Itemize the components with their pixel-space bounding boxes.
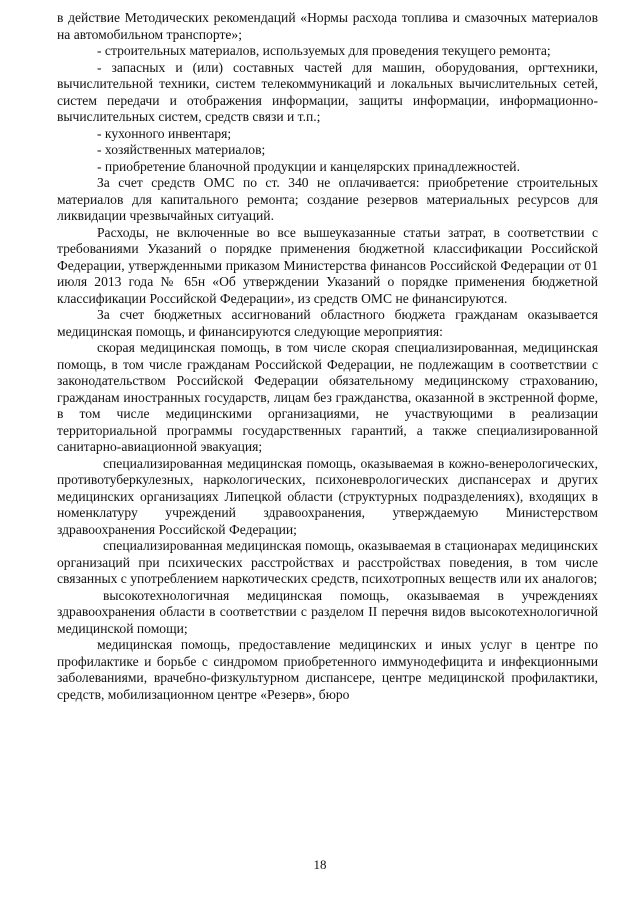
paragraph-10: скорая медицинская помощь, в том числе скорая специализированная, медицинская помощь, в том числе гражданам Российской Федерации, не подлежащим в соответствии с законодательством Российской Федерации обязательному медицинскому страхованию, гражданам иностранных государств, лицам без гражданства, оказанной в экстренной форме, в том числе медицинскими организациями, не участвующими в реализации территориальной программы государственных гарантий, а также специализированной санитарно-авиационной эвакуация;: [57, 340, 598, 454]
paragraph-5: - хозяйственных материалов;: [97, 142, 266, 157]
paragraph-3: - запасных и (или) составных частей для машин, оборудования, оргтехники, вычислительной техники, систем телекоммуникаций и локальных вычислительных сетей, систем передачи и отображения информации, защиты информации, информационно-вычислительных систем, средств связи и т.п.;: [57, 59, 598, 124]
paragraph-7: За счет средств ОМС по ст. 340 не оплачивается: приобретение строительных материалов для капитального ремонта; создание резервов материальных ресурсов для ликвидации чрезвычайных ситуаций.: [57, 175, 598, 223]
paragraph-2: - строительных материалов, используемых для проведения текущего ремонта;: [97, 43, 551, 58]
paragraph-11: специализированная медицинская помощь, оказываемая в кожно-венерологических, противотуберкулезных, наркологических, психоневрологических диспансерах и других медицинских организациях Липецкой области (структурных подразделениях), входящих в номенклатуру учреждений здравоохранения, утверждаемую Министерством здравоохранения Российской Федерации;: [57, 455, 598, 537]
paragraph-8: Расходы, не включенные во все вышеуказанные статьи затрат, в соответствии с требованиями Указаний о порядке применения бюджетной классификации Российской Федерации, утвержденными приказом Министерства финансов Российской Федерации от 01 июля 2013 года № 65н «Об утверждении Указаний о порядке применения бюджетной классификации Российской Федерации», из средств ОМС не финансируются.: [57, 224, 598, 306]
paragraph-9: За счет бюджетных ассигнований областного бюджета гражданам оказывается медицинская помощь, и финансируются следующие мероприятия:: [57, 307, 598, 339]
paragraph-4: - кухонного инвентаря;: [97, 125, 232, 141]
paragraph-14: медицинская помощь, предоставление медицинских и иных услуг в центре по профилактике и борьбе с синдромом приобретенного иммунодефицита и инфекционными заболеваниями, врачебно-физкультурном диспансере, центре медицинской профилактики, средств, мобилизационном центре «Резерв», бюро: [57, 637, 598, 702]
page-number: 18: [313, 857, 327, 872]
paragraph-12: специализированная медицинская помощь, оказываемая в стационарах медицинских организаций при психических расстройствах и расстройствах поведения, в том числе связанных с употреблением наркотических средств, психотропных веществ или их аналогов;: [57, 538, 598, 586]
paragraph-1: в действие Методических рекомендаций «Нормы расхода топлива и смазочных материалов на автомобильном транспорте»;: [57, 10, 598, 42]
document-body: [57, 10, 598, 703]
paragraph-6: - приобретение бланочной продукции и канцелярских принадлежностей.: [97, 158, 520, 174]
paragraph-13: высокотехнологичная медицинская помощь, оказываемая в учреждениях здравоохранения области в соответствии с разделом II перечня видов высокотехнологичной медицинской помощи;: [57, 587, 598, 636]
